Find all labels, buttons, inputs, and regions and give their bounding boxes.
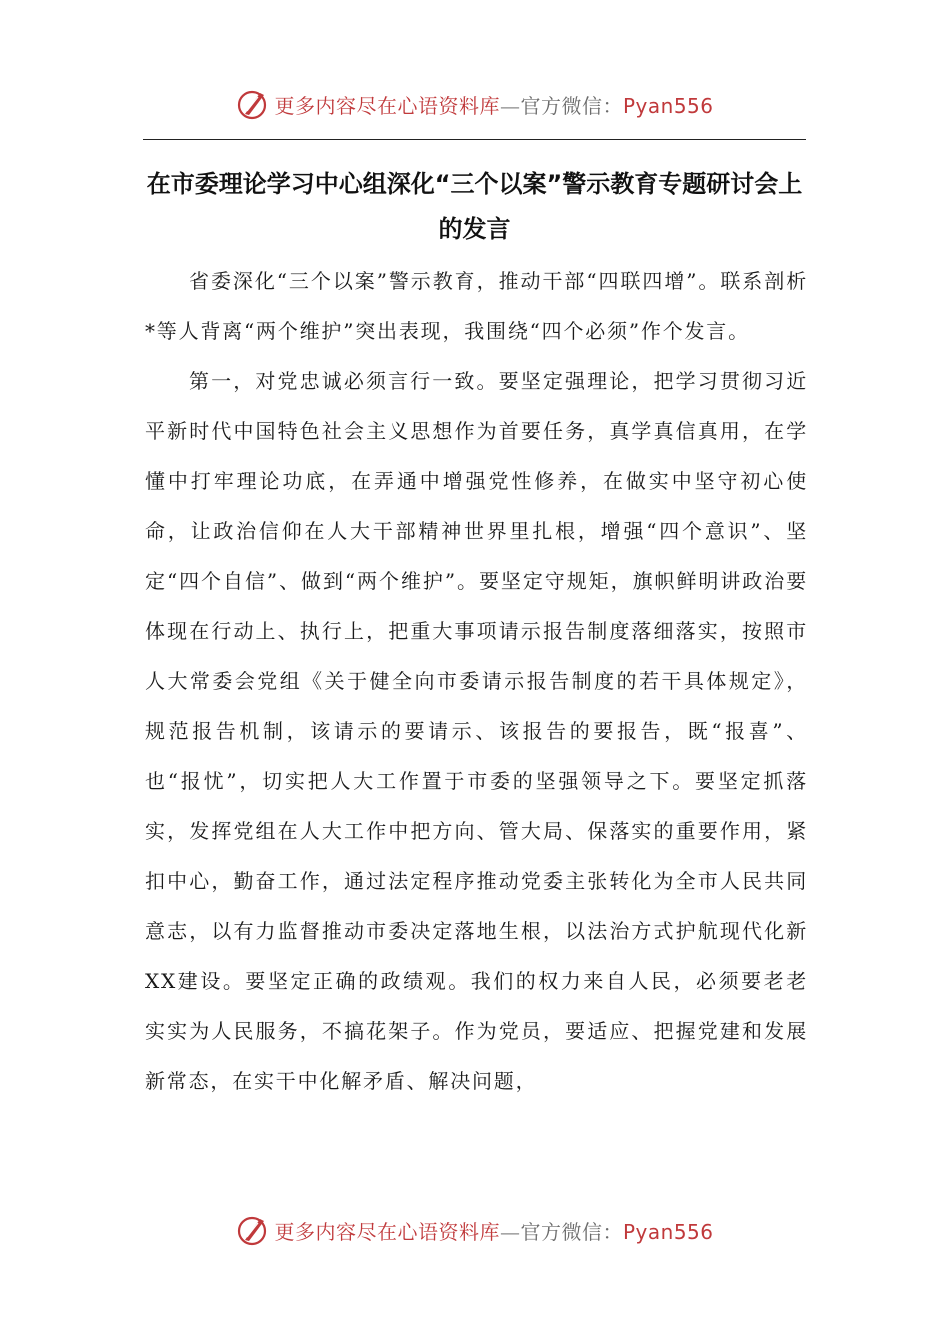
quill-pen-logo-icon	[236, 1213, 270, 1247]
watermark-official-label: 官方微信：	[520, 93, 623, 118]
watermark-dash: —	[499, 93, 521, 118]
watermark-wechat-id: Pyan556	[622, 93, 714, 118]
watermark-dash: —	[499, 1219, 521, 1244]
watermark-text	[274, 1216, 713, 1245]
watermark-wechat-id: Pyan556	[622, 1219, 714, 1244]
watermark-text	[274, 90, 713, 119]
header-divider	[143, 139, 806, 140]
header-watermark	[0, 84, 950, 124]
document-body	[145, 256, 808, 1106]
quill-pen-logo-icon	[236, 87, 270, 121]
watermark-official-label: 官方微信：	[520, 1219, 623, 1244]
document-title: 在市委理论学习中心组深化“三个以案”警示教育专题研讨会上的发言	[146, 170, 803, 243]
watermark-site-text: 更多内容尽在心语资料库	[274, 93, 500, 118]
paragraph: 第一，对党忠诚必须言行一致。要坚定强理论，把学习贯彻习近平新时代中国特色社会主义思想作为首要任务，真学真信真用，在学懂中打牢理论功底，在弄通中增强党性修养，在做实中坚守初心使命，让政治信仰在人大干部精神世界里扎根，增强“四个意识”、坚定“四个自信”、做到“两个维护”。要坚定守规矩，旗帜鲜明讲政治要体现在行动上、执行上，把重大事项请示报告制度落细落实，按照市人大常委会党组《关于健全向市委请示报告制度的若干具体规定》，规范报告机制，该请示的要请示、该报告的要报告，既“报喜”、也“报忧”，切实把人大工作置于市委的坚强领导之下。要坚定抓落实，发挥党组在人大工作中把方向、管大局、保落实的重要作用，紧扣中心，勤奋工作，通过法定程序推动党委主张转化为全市人民共同意志，以有力监督推动市委决定落地生根，以法治方式护航现代化新XX建设。要坚定正确的政绩观。我们的权力来自人民，必须要老老实实为人民服务，不搞花架子。作为党员，要适应、把握党建和发展新常态，在实干中化解矛盾、解决问题，	[145, 369, 808, 1093]
paragraph: 省委深化“三个以案”警示教育，推动干部“四联四增”。联系剖析*等人背离“两个维护”突出表现，我围绕“四个必须”作个发言。	[145, 269, 808, 343]
watermark-site-text: 更多内容尽在心语资料库	[274, 1219, 500, 1244]
footer-watermark	[0, 1210, 950, 1250]
